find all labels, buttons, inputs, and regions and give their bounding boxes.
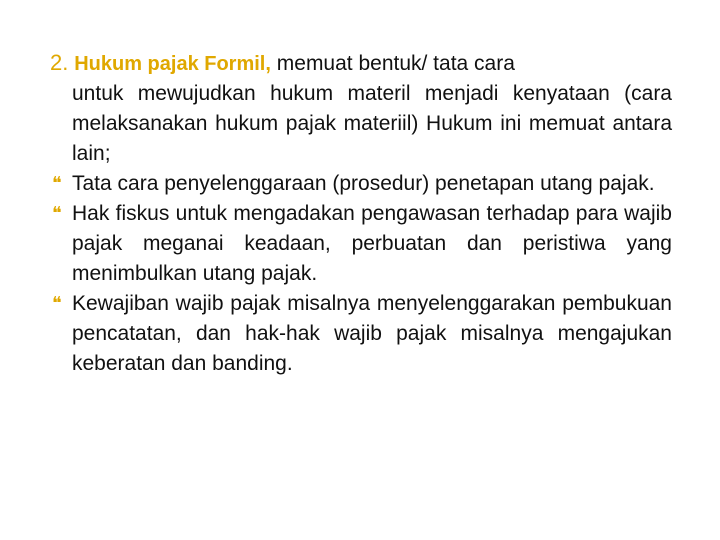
list-item bbox=[50, 169, 672, 199]
list-item-text: Tata cara penyelenggaraan (prosedur) penetapan utang pajak. bbox=[72, 172, 655, 195]
point-description: untuk mewujudkan hukum materil menjadi kenyataan (cara melaksanakan hukum pajak materiil) Hukum ini memuat antara lain; bbox=[72, 82, 672, 165]
bookmark-icon: ❝ bbox=[52, 173, 62, 194]
list-item bbox=[50, 199, 672, 289]
bookmark-icon: ❝ bbox=[52, 293, 62, 314]
point-number: 2. bbox=[50, 50, 69, 75]
slide-content bbox=[50, 48, 672, 379]
list-item bbox=[50, 289, 672, 379]
list-item-text: Hak fiskus untuk mengadakan pengawasan terhadap para wajib pajak meganai keadaan, perbuatan dan peristiwa yang menimbulkan utang pajak. bbox=[72, 202, 672, 285]
point-heading bbox=[50, 48, 672, 169]
list-item-text: Kewajiban wajib pajak misalnya menyelenggarakan pembukuan pencatatan, dan hak-hak wajib pajak misalnya mengajukan keberatan dan banding. bbox=[72, 292, 672, 375]
point-heading-text: memuat bentuk/ tata cara bbox=[276, 52, 515, 75]
point-term: Hukum pajak Formil, bbox=[74, 53, 271, 75]
bookmark-icon: ❝ bbox=[52, 203, 62, 224]
